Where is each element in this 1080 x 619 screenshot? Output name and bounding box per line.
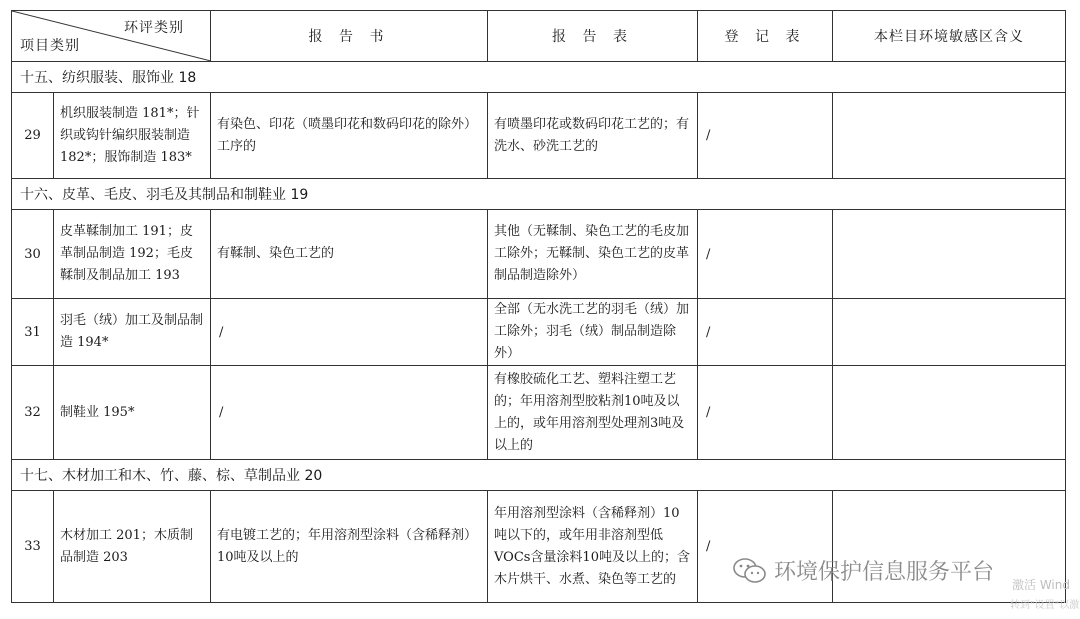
activate-windows-subtext[interactable]: 转到"设置"以激 [1010, 600, 1080, 611]
register-cell: / [698, 366, 833, 460]
table-row [12, 366, 1066, 460]
activate-windows-text: 激活 Wind [1012, 578, 1070, 592]
watermark-text: 环境保护信息服务平台 [774, 560, 995, 585]
eia-classification-table [11, 10, 1066, 603]
sensitive-area-cell [833, 299, 1066, 366]
report-book-cell: 有电镀工艺的；年用溶剂型涂料（含稀释剂）10吨及以上的 [211, 491, 488, 603]
sensitive-area-cell [833, 366, 1066, 460]
diag-top-label: 环评类别 [124, 20, 184, 36]
wechat-icon [732, 557, 768, 585]
watermark [732, 555, 994, 586]
section-row [12, 460, 1066, 491]
project-category: 羽毛（绒）加工及制品制造 194* [54, 299, 211, 366]
row-number: 33 [12, 491, 54, 603]
report-book-cell: / [211, 366, 488, 460]
report-form-cell: 全部（无水洗工艺的羽毛（绒）加工除外；羽毛（绒）制品制造除外） [488, 299, 698, 366]
header-row [12, 11, 1066, 62]
register-cell: / [698, 299, 833, 366]
report-form-cell: 其他（无鞣制、染色工艺的毛皮加工除外；无鞣制、染色工艺的皮革制品制造除外） [488, 210, 698, 299]
header-register: 登 记 表 [698, 11, 833, 62]
register-cell: / [698, 491, 833, 603]
header-report-book: 报 告 书 [211, 11, 488, 62]
project-category: 机织服装制造 181*；针织或钩针编织服装制造 182*；服饰制造 183* [54, 93, 211, 179]
section-title: 十七、木材加工和木、竹、藤、棕、草制品业 20 [12, 460, 1066, 491]
project-category: 制鞋业 195* [54, 366, 211, 460]
section-row [12, 179, 1066, 210]
sensitive-area-cell [833, 210, 1066, 299]
table-row [12, 210, 1066, 299]
table-row [12, 299, 1066, 366]
report-form-cell: 年用溶剂型涂料（含稀释剂）10吨以下的，或年用非溶剂型低VOCs含量涂料10吨及以上的；含木片烘干、水煮、染色等工艺的 [488, 491, 698, 603]
project-category: 木材加工 201；木质制品制造 203 [54, 491, 211, 603]
section-title: 十五、纺织服装、服饰业 18 [12, 62, 1066, 93]
project-category: 皮革鞣制加工 191；皮革制品制造 192；毛皮鞣制及制品加工 193 [54, 210, 211, 299]
section-row [12, 62, 1066, 93]
header-sensitive-area: 本栏目环境敏感区含义 [833, 11, 1066, 62]
table-row [12, 93, 1066, 179]
register-cell: / [698, 93, 833, 179]
diag-bottom-label: 项目类别 [20, 38, 80, 54]
section-title: 十六、皮革、毛皮、羽毛及其制品和制鞋业 19 [12, 179, 1066, 210]
header-report-form: 报 告 表 [488, 11, 698, 62]
report-form-cell: 有橡胶硫化工艺、塑料注塑工艺的；年用溶剂型胶粘剂10吨及以上的，或年用溶剂型处理剂3吨及以上的 [488, 366, 698, 460]
report-book-cell: 有染色、印花（喷墨印花和数码印花的除外）工序的 [211, 93, 488, 179]
report-book-cell: / [211, 299, 488, 366]
report-form-cell: 有喷墨印花或数码印花工艺的；有洗水、砂洗工艺的 [488, 93, 698, 179]
sensitive-area-cell [833, 93, 1066, 179]
row-number: 32 [12, 366, 54, 460]
row-number: 31 [12, 299, 54, 366]
diagonal-header-cell [12, 11, 211, 62]
report-book-cell: 有鞣制、染色工艺的 [211, 210, 488, 299]
register-cell: / [698, 210, 833, 299]
row-number: 29 [12, 93, 54, 179]
row-number: 30 [12, 210, 54, 299]
